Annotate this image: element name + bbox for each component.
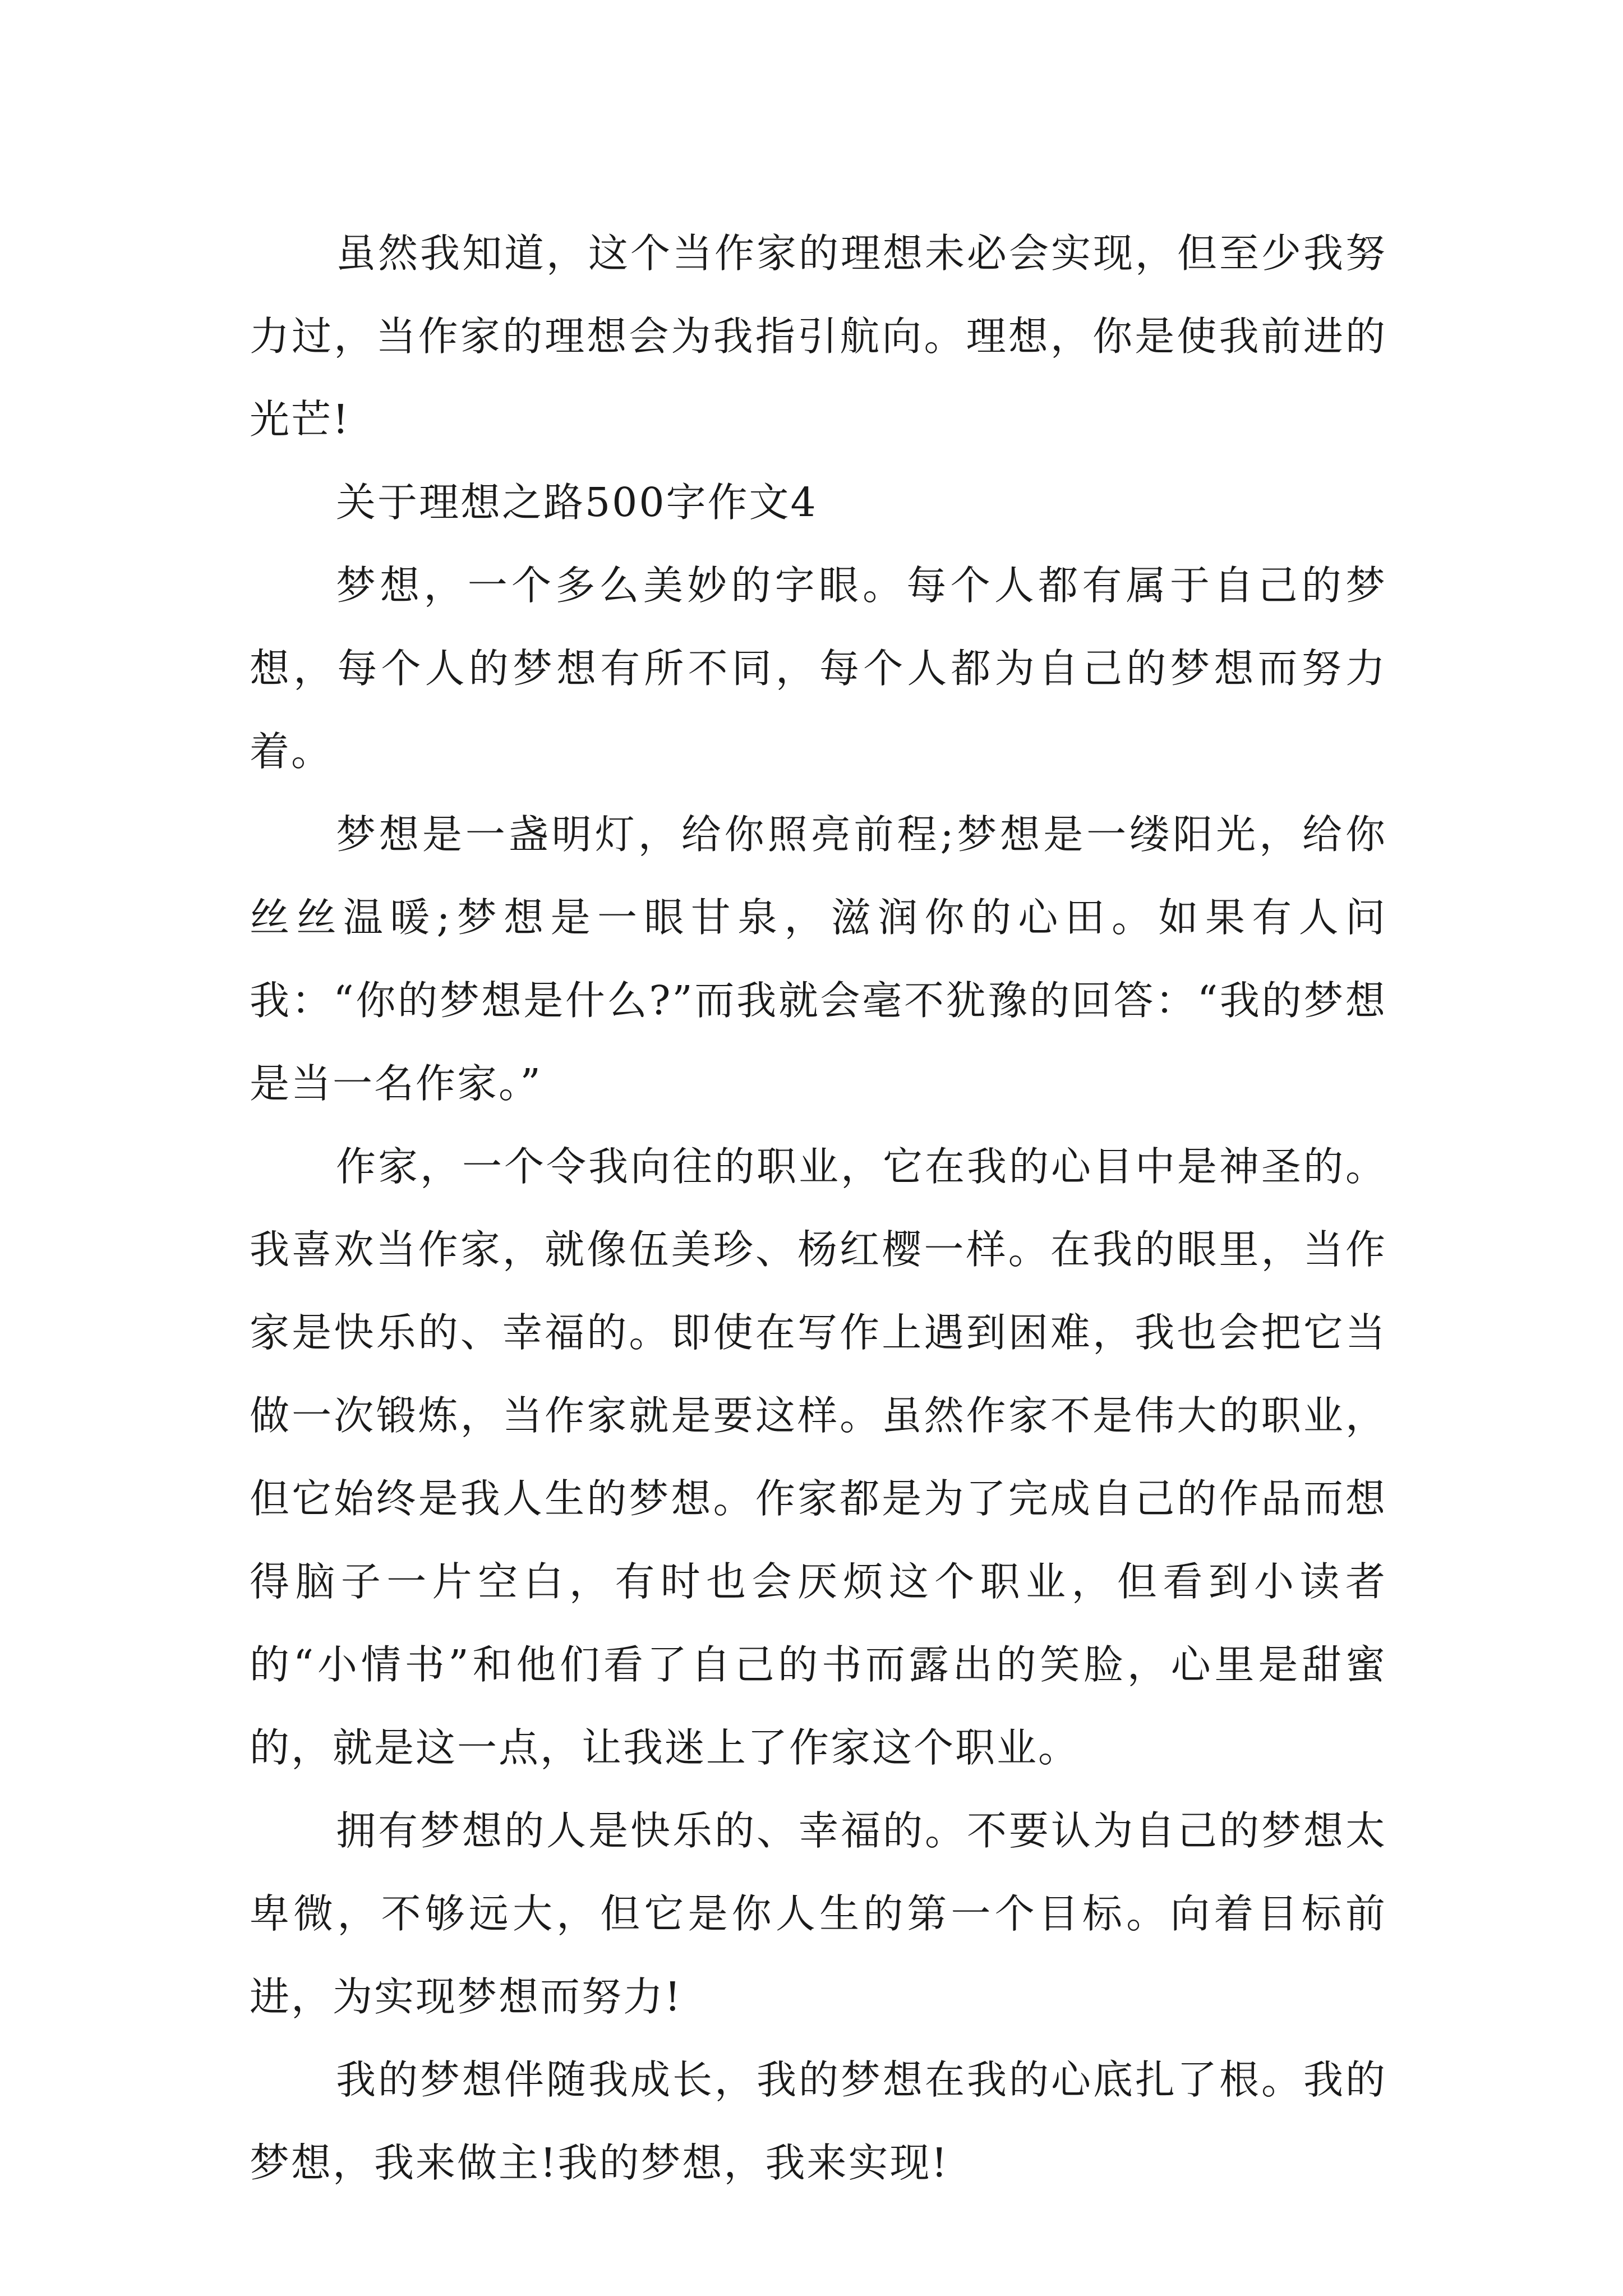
essay-heading: 关于理想之路500字作文4 xyxy=(336,479,818,526)
paragraph-4: 作家，一个令我向往的职业，它在我的心目中是神圣的。我喜欢当作家，就像伍美珍、杨红樱一样。在我的眼里，当作家是快乐的、幸福的。即使在写作上遇到困难，我也会把它当做一次锻炼，当作家就是要这样。虽然作家不是伟大的职业，但它始终是我人生的梦想。作家都是为了完成自己的作品而想得脑子一片空白，有时也会厌烦这个职业，但看到小读者的“小情书”和他们看了自己的书而露出的笑脸，心里是甜蜜的，就是这一点，让我迷上了作家这个职业。 xyxy=(250,1143,1387,1771)
paragraph-3: 梦想是一盏明灯，给你照亮前程;梦想是一缕阳光，给你丝丝温暖;梦想是一眼甘泉，滋润你的心田。如果有人问我：“你的梦想是什么?”而我就会毫不犹豫的回答：“我的梦想是当一名作家。” xyxy=(250,811,1387,1107)
paragraph-1: 虽然我知道，这个当作家的理想未必会实现，但至少我努力过，当作家的理想会为我指引航向。理想，你是使我前进的光芒! xyxy=(250,230,1387,443)
document-page xyxy=(250,212,1387,2205)
paragraph-6: 我的梦想伴随我成长，我的梦想在我的心底扎了根。我的梦想，我来做主!我的梦想，我来实现! xyxy=(250,2056,1387,2186)
paragraph-5: 拥有梦想的人是快乐的、幸福的。不要认为自己的梦想太卑微，不够远大，但它是你人生的第一个目标。向着目标前进，为实现梦想而努力! xyxy=(250,1807,1387,2020)
paragraph-2: 梦想，一个多么美妙的字眼。每个人都有属于自己的梦想，每个人的梦想有所不同，每个人都为自己的梦想而努力着。 xyxy=(250,562,1387,775)
